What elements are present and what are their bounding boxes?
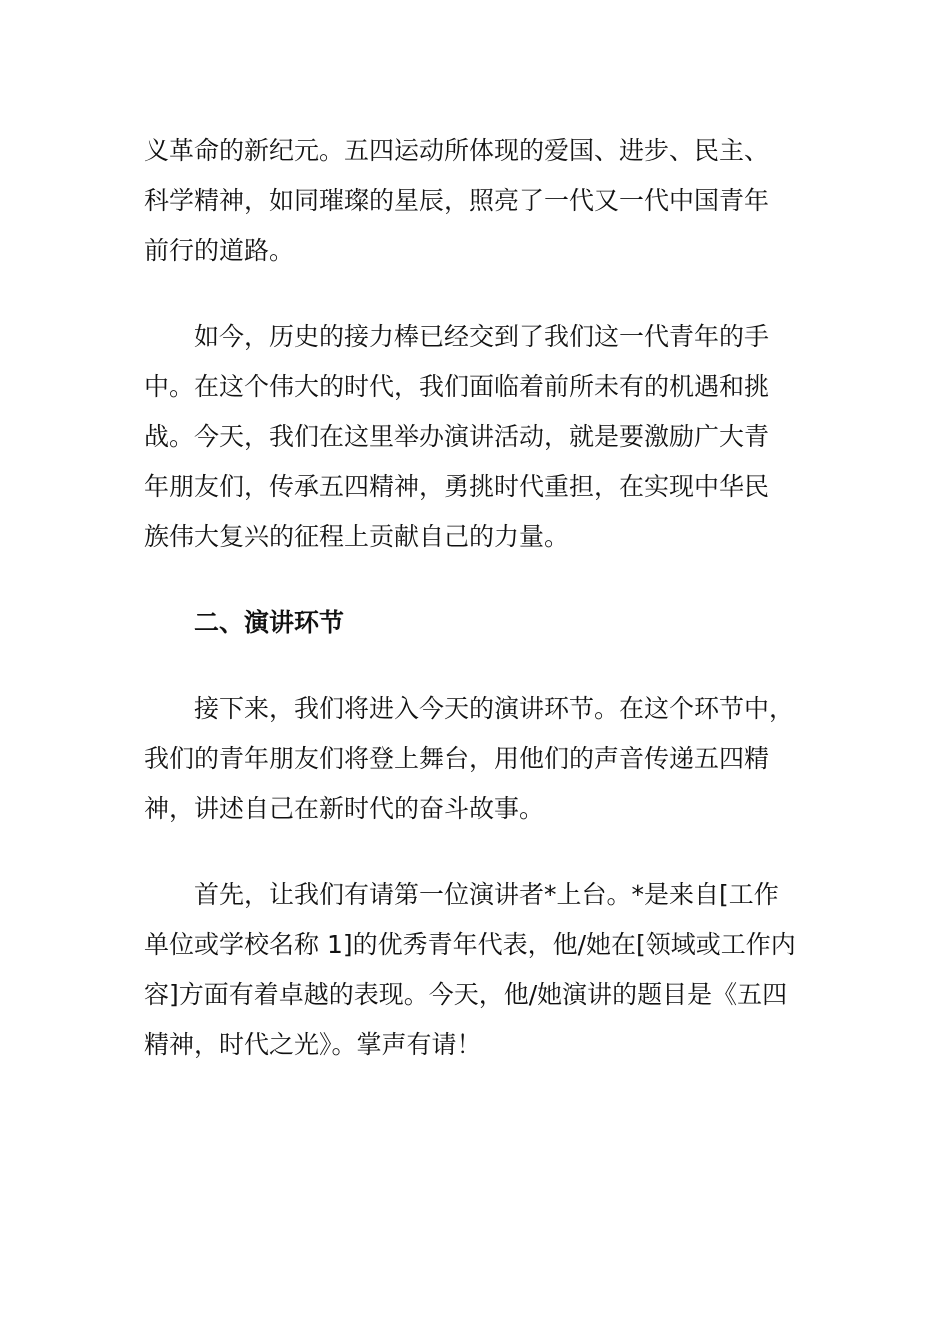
paragraph-1 xyxy=(144,126,812,276)
paragraph-line: 如今，历史的接力棒已经交到了我们这一代青年的手 xyxy=(194,322,770,351)
paragraph-spacer xyxy=(144,276,812,312)
paragraph-line: 我们的青年朋友们将登上舞台，用他们的声音传递五四精 xyxy=(144,744,770,773)
paragraph-spacer xyxy=(144,562,812,598)
paragraph-3 xyxy=(144,684,812,834)
paragraph-line: 中。在这个伟大的时代，我们面临着前所未有的机遇和挑 xyxy=(144,372,770,401)
section-heading: 二、演讲环节 xyxy=(194,608,345,637)
paragraph-line: 单位或学校名称 1]的优秀青年代表，他/她在[领域或工作内 xyxy=(144,930,796,959)
paragraph-line: 科学精神，如同璀璨的星辰，照亮了一代又一代中国青年 xyxy=(144,186,770,215)
paragraph-line: 年朋友们，传承五四精神，勇挑时代重担，在实现中华民 xyxy=(144,472,770,501)
paragraph-line: 精神，时代之光》。掌声有请！ xyxy=(144,1030,482,1059)
paragraph-line: 战。今天，我们在这里举办演讲活动，就是要激励广大青 xyxy=(144,422,770,451)
paragraph-spacer xyxy=(144,834,812,870)
paragraph-line: 接下来，我们将进入今天的演讲环节。在这个环节中， xyxy=(194,694,795,723)
paragraph-line: 容]方面有着卓越的表现。今天，他/她演讲的题目是《五四 xyxy=(144,980,788,1009)
document-body xyxy=(144,126,812,1070)
paragraph-line: 前行的道路。 xyxy=(144,236,295,265)
paragraph-line: 族伟大复兴的征程上贡献自己的力量。 xyxy=(144,522,570,551)
paragraph-spacer xyxy=(144,648,812,684)
paragraph-line: 首先，让我们有请第一位演讲者*上台。*是来自[工作 xyxy=(194,880,779,909)
paragraph-4 xyxy=(144,870,812,1070)
paragraph-line: 义革命的新纪元。五四运动所体现的爱国、进步、民主、 xyxy=(144,136,770,165)
paragraph-line: 神，讲述自己在新时代的奋斗故事。 xyxy=(144,794,545,823)
paragraph-2 xyxy=(144,312,812,562)
